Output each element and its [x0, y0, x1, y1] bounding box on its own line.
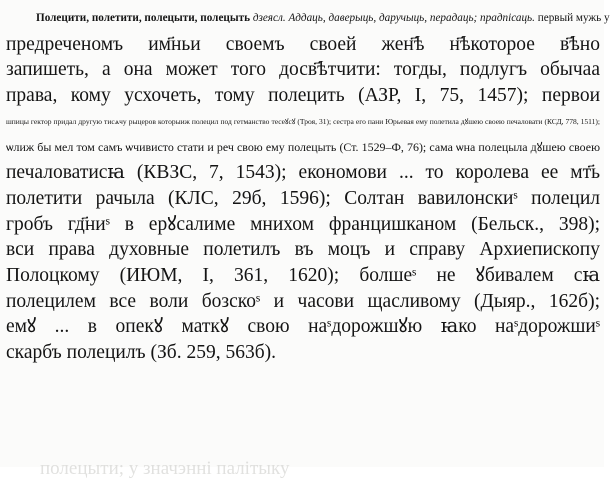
headword: Полецити, полетити, полецыти, полецыть: [36, 12, 251, 24]
translation: дзеясл. Аддаць, даверыць, даручыць, перадаць; прадпісаць.: [252, 12, 535, 24]
entry-line-1: [6, 6, 610, 32]
entry-line-8: полетити рачыла (КЛС, 29б, 1596); Солтан вавилонскиˢ полецил: [6, 187, 600, 209]
dictionary-entry: [6, 6, 610, 366]
entry-line-4: права, кому усхочеть, тому полецить (АЗР, I, 75, 1457); первои: [6, 85, 600, 107]
entry-line-14: скарбъ полецилъ (Зб. 259, 563б).: [6, 342, 276, 364]
entry-line-12: полецилем все воли бозскоˢ и часови щасливому (Дыяр., 162б);: [6, 290, 600, 312]
entry-line-5: шпицы гектор придал другую тисѧчу рыцеров которыиж полецил под гетманство тесеꙋсꙋ (Троя, 31); сестра его пани Юрьевая ему полетила дꙋшею своею печаловати (КСД, 778, 1511);: [6, 116, 600, 126]
bleed-through-next-line: полецыти; у значэнні палітыку: [40, 458, 290, 479]
entry-line-6: ѡлиж бы мел том самъ ѡчивисто стати и реч свою ему полецыть (Ст. 1529–Ф, 76); сама ѡна полецыла дꙋшею своею: [6, 139, 600, 154]
entry-line-13: емꙋ ... в опекꙋ маткꙋ свою наˢдорожшꙋю ꙗко наˢдорожшиˢ: [6, 316, 600, 338]
entry-line-7: печаловатисꙗ (КВЗС, 7, 1543); економови ... то королева ее мт҃ь: [6, 162, 600, 184]
entry-line-3: запишеть, а она может того досв҃ѣтчити: тогды, подлугъ обычаа: [6, 59, 600, 81]
entry-line-10: вси права духовные полетилъ въ моцъ и справу Архиепископу: [6, 239, 600, 261]
quote-line-1: первый мужь у: [537, 12, 610, 24]
entry-line-11: Полоцкому (ИЮМ, I, 361, 1620); болшеˢ не ꙋбивалем сꙗ: [6, 265, 600, 287]
entry-line-9: гробъ гд҃ниˢ в ерꙋсалиме мнихом францишканом (Бельск., 398);: [6, 213, 600, 235]
entry-line-2: предреченомъ им҃ньи своемъ своей жен҃ѣ н҃ѣкоторое в҃ѣно: [6, 33, 600, 55]
